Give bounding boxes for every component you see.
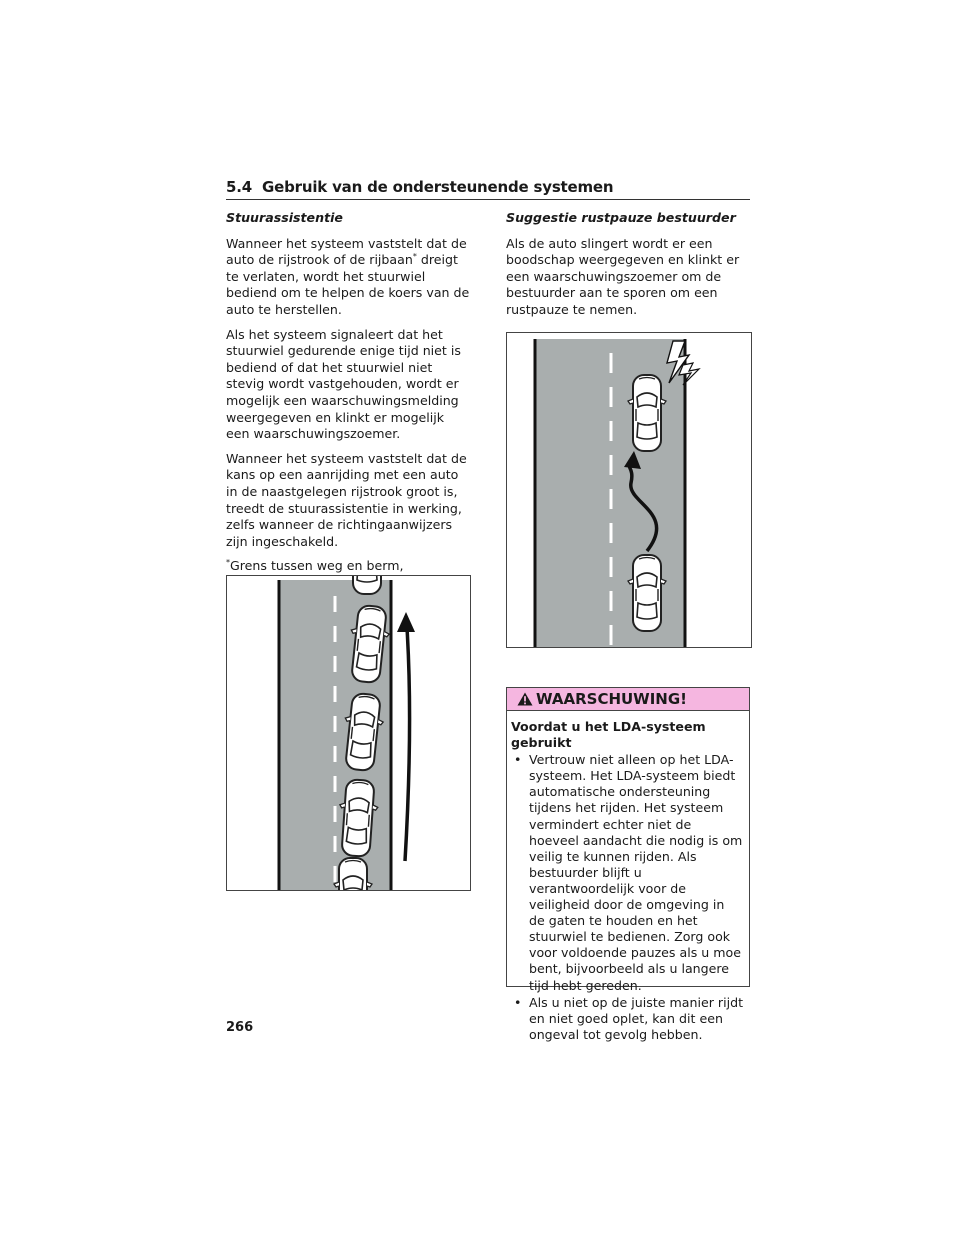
paragraph-1 <box>226 236 470 319</box>
warning-icon <box>517 692 533 706</box>
right-column <box>506 210 750 327</box>
warning-item: • Vertrouw niet alleen op het LDA-systeem. Het LDA-systeem biedt automatische ondersteuning tijdens het rijden. Het systeem vermindert echter niet de hoeveel aandacht die nodig is om veilig te kunnen rijden. Als bestuurder blijft u verantwoordelijk voor de veiligheid door de omgeving in de gaten te houden en het stuurwiel te bedienen. Zorg ook voor voldoende pauzes als u moe bent, bijvoorbeeld als u langere tijd hebt gereden. <box>511 752 743 993</box>
car-bottom <box>334 858 372 890</box>
section-header <box>226 178 750 200</box>
footnote-text: Grens tussen weg en berm, <box>230 558 404 574</box>
paragraph-1-text-a: Wanneer het systeem vaststelt dat de auto de rijstrook of de rijbaan <box>226 235 467 268</box>
footnote-marker-2: * <box>226 558 230 568</box>
heading-stuurassistentie: Stuurassistentie <box>226 210 343 225</box>
paragraph-1-text-b: dreigt te verlaten, wordt het stuurwiel bediend om te helpen de koers van de auto te herstellen. <box>226 252 470 317</box>
warning-body <box>507 711 749 1050</box>
warning-item: • Als u niet op de juiste manier rijdt en niet goed oplet, kan dit een ongeval tot gevolg hebben. <box>511 995 743 1043</box>
correction-arrow <box>405 628 410 861</box>
paragraph-2: Als het systeem signaleert dat het stuurwiel gedurende enige tijd niet is bediend of dat het stuurwiel niet stevig wordt vastgehouden, wordt er mogelijk een waarschuwingsmelding weergegeven en klinkt er mogelijk een waarschuwingszoemer. <box>226 326 461 442</box>
warning-box <box>506 687 750 1042</box>
warning-lead: Voordat u het LDA-systeem gebruikt <box>511 719 706 751</box>
paragraph-rustpauze: Als de auto slingert wordt er een boodschap weergegeven en klinkt er een waarschuwingszoemer om de bestuurder aan te sporen om een rustpauze te nemen. <box>506 235 740 317</box>
left-column <box>226 210 470 599</box>
lane-keeping-figure <box>226 575 471 891</box>
car-bottom <box>628 555 666 631</box>
car-top <box>628 375 666 451</box>
paragraph-3: Wanneer het systeem vaststelt dat de kans op een aanrijding met een auto in de naastgelegen rijstrook groot is, treedt de stuurassistentie in werking, zelfs wanneer de richtingaanwijzers zijn ingeschakeld. <box>226 450 467 549</box>
warning-title: WAARSCHUWING! <box>536 690 688 708</box>
driver-break-figure <box>506 332 752 648</box>
heading-rustpauze: Suggestie rustpauze bestuurder <box>506 210 736 225</box>
section-title: Gebruik van de ondersteunende systemen <box>262 178 614 196</box>
warning-header <box>507 688 749 711</box>
section-number: 5.4 <box>226 178 252 196</box>
arrow-head <box>397 612 415 632</box>
warning-list <box>511 752 743 1043</box>
footnote-marker: * <box>412 252 417 261</box>
page-number: 266 <box>226 1020 254 1035</box>
